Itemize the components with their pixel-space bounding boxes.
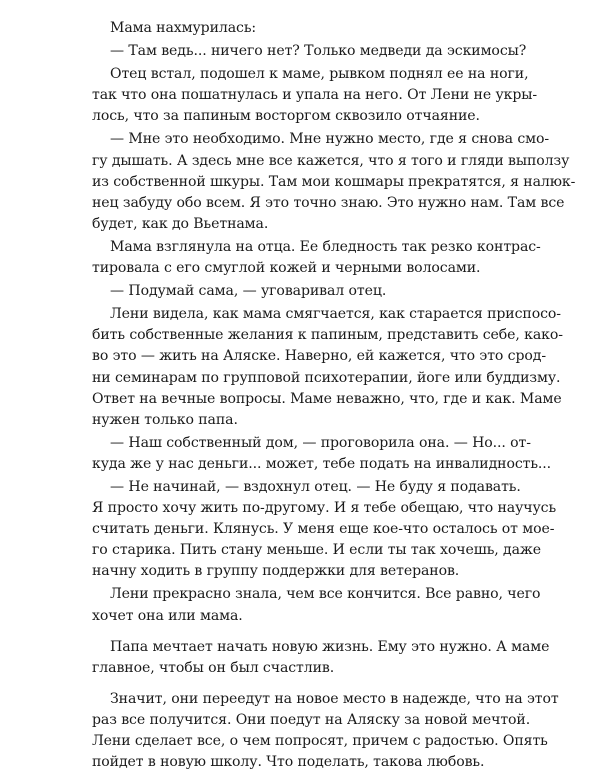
text-line: лось, что за папиным восторгом сквозило отчаяние. <box>92 108 480 125</box>
text-line: раз все получится. Они поедут на Аляску за новой мечтой. <box>92 711 531 728</box>
text-line: Папа мечтает начать новую жизнь. Ему это нужно. А маме <box>110 638 550 655</box>
text-line: — Мне это необходимо. Мне нужно место, где я снова смо- <box>110 131 550 148</box>
paragraph-12 <box>92 689 559 773</box>
paragraph-8 <box>92 433 552 475</box>
text-line: Лени видела, как мама смягчается, как старается приспосо- <box>110 306 561 323</box>
paragraph-11 <box>92 637 550 679</box>
text-line: Лени сделает все, о чем попросят, причем с радостью. Опять <box>92 733 548 749</box>
text-line: Значит, они переедут на новое место в надежде, что на этот <box>110 690 559 707</box>
text-line: Я просто хочу жить по-другому. И я тебе обещаю, что научусь <box>92 500 557 517</box>
paragraph-7 <box>92 304 563 431</box>
text-line: начну ходить в группу поддержки для ветеранов. <box>92 563 460 580</box>
paragraph-5 <box>92 237 541 279</box>
text-line: нужен только папа. <box>92 411 238 428</box>
text-line: — Не начинай, — вздохнул отец. — Не буду я подавать. <box>110 478 521 495</box>
text-line: во это — жить на Аляске. Наверно, ей кажется, что это срод- <box>92 348 547 365</box>
text-line: — Там ведь... ничего нет? Только медведи да эскимосы? <box>110 43 527 60</box>
book-page <box>92 18 576 773</box>
text-line: — Подумай сама, — уговаривал отец. <box>110 283 387 300</box>
text-line: гу дышать. А здесь мне все кажется, что я того и гляди выползу <box>92 152 570 169</box>
text-line: считать деньги. Клянусь. У меня еще кое-что осталось от мое- <box>92 521 555 538</box>
paragraph-1 <box>92 18 510 39</box>
text-line: куда же у нас деньги... может, тебе подать на инвалидность... <box>92 455 552 472</box>
text-line: Лени прекрасно знала, чем все кончится. Все равно, чего <box>110 586 541 603</box>
text-line: Отец встал, подошел к маме, рывком поднял ее на ноги, <box>110 66 529 83</box>
text-line: — Наш собственный дом, — проговорила она. — Но... от- <box>110 434 531 451</box>
text-line: так что она пошатнулась и упала на него. От Лени не укры- <box>92 87 538 104</box>
paragraph-4 <box>92 129 576 234</box>
text-line: ни семинарам по групповой психотерапии, йоге или буддизму. <box>92 369 561 386</box>
text-line: го старика. Пить стану меньше. И если ты так хочешь, даже <box>92 542 542 559</box>
text-line: хочет она или мама. <box>92 607 243 624</box>
paragraph-9 <box>92 477 557 582</box>
text-line: будет, как до Вьетнама. <box>92 215 269 232</box>
text-line: Ответ на вечные вопросы. Маме неважно, что, где и как. Маме <box>92 390 562 407</box>
text-line: бить собственные желания к папиным, представить себе, како- <box>92 327 563 344</box>
text-line: главное, чтобы он был счастлив. <box>92 659 335 676</box>
paragraph-10 <box>92 584 541 626</box>
text-line: тировала с его смуглой кожей и черными волосами. <box>92 260 481 277</box>
text-line: Мама взглянула на отца. Ее бледность так резко контрас- <box>110 238 541 255</box>
paragraph-3 <box>92 64 538 127</box>
text-line: Мама нахмурилась: <box>110 20 257 36</box>
paragraph-2 <box>92 41 527 62</box>
paragraph-6 <box>92 281 510 302</box>
text-line: нец забуду обо всем. Я это точно знаю. Это нужно нам. Там все <box>92 194 565 211</box>
text-line: из собственной шкуры. Там мои кошмары прекратятся, я налюк- <box>92 173 576 190</box>
text-line: пойдет в новую школу. Что поделать, такова любовь. <box>92 754 485 771</box>
